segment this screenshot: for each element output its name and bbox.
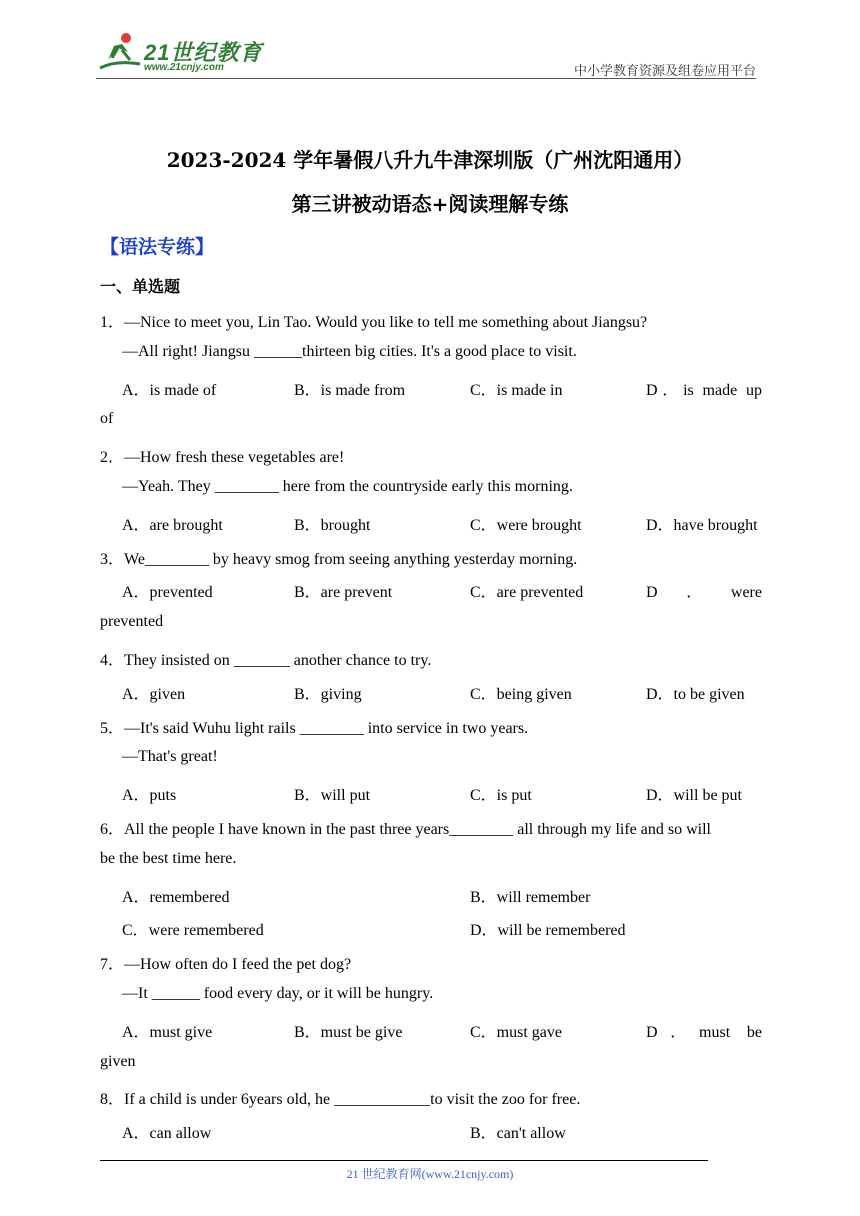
answer-option: A．puts — [122, 787, 177, 805]
answer-option: A．remembered — [122, 888, 230, 906]
answer-option: D．is made up — [646, 381, 762, 399]
subsection-heading: 一、单选题 — [100, 277, 181, 296]
answer-option: D．to be given — [646, 685, 745, 703]
question-stem: 4．They insisted on _______ another chance to try. — [100, 652, 432, 669]
section-heading: 【语法专练】 — [100, 236, 215, 258]
answer-option: D．have brought — [646, 516, 758, 534]
answer-option: C．must gave — [470, 1023, 562, 1041]
question-stem: —That's great! — [122, 748, 218, 766]
answer-option: C．being given — [470, 685, 572, 703]
answer-option: A．must give — [122, 1023, 213, 1041]
question-stem: 6．All the people I have known in the past three years________ all through my life and so will — [100, 821, 711, 838]
answer-option: B．brought — [294, 516, 371, 534]
answer-option: A．prevented — [122, 584, 213, 602]
answer-option: D．will be put — [646, 787, 742, 805]
answer-option: C．are prevented — [470, 584, 584, 602]
answer-option: B．is made from — [294, 381, 406, 399]
answer-option: C．is made in — [470, 381, 563, 399]
answer-option: A．are brought — [122, 516, 223, 534]
answer-option: B．must be give — [294, 1023, 403, 1041]
logo — [96, 30, 266, 78]
question-stem: —Yeah. They ________ here from the countryside early this morning. — [122, 478, 573, 495]
answer-option: A．is made of — [122, 381, 217, 399]
question-stem: 3．We________ by heavy smog from seeing anything yesterday morning. — [100, 550, 578, 568]
answer-option: D．must be — [646, 1023, 762, 1041]
footer-divider — [100, 1160, 708, 1161]
answer-option: D．were — [646, 584, 762, 602]
answer-option: C．were remembered — [122, 922, 264, 940]
answer-option: C．were brought — [470, 516, 582, 534]
answer-option: B．will put — [294, 787, 371, 805]
question-stem: —All right! Jiangsu ______thirteen big cities. It's a good place to visit. — [122, 342, 577, 360]
question-stem: 7．—How often do I feed the pet dog? — [100, 956, 352, 974]
question-stem: 1．—Nice to meet you, Lin Tao. Would you like to tell me something about Jiangsu? — [100, 314, 648, 331]
answer-option: B．will remember — [470, 888, 591, 906]
footer-text: 21 世纪教育网(www.21cnjy.com) — [346, 1167, 514, 1181]
answer-option: B．are prevent — [294, 584, 393, 602]
logo-text: 21世纪教育 — [144, 40, 263, 65]
logo-url: www.21cnjy.com — [144, 62, 224, 73]
document-title: 2023-2024 学年暑假八升九牛津深圳版（广州沈阳通用） — [166, 148, 694, 172]
header-divider — [96, 78, 756, 79]
answer-option: B．giving — [294, 685, 362, 703]
option-wrap-text: given — [100, 1052, 136, 1070]
question-stem: —It ______ food every day, or it will be hungry. — [122, 985, 434, 1002]
answer-option: D．will be remembered — [470, 922, 626, 940]
answer-option: A．given — [122, 685, 186, 703]
answer-option: C．is put — [470, 787, 532, 805]
option-wrap-text: prevented — [100, 613, 164, 631]
question-stem: be the best time here. — [100, 849, 237, 867]
document-subtitle: 第三讲被动语态+阅读理解专练 — [291, 192, 569, 216]
question-stem: 8．If a child is under 6years old, he ____________to visit the zoo for free. — [100, 1091, 581, 1109]
question-stem: 2．—How fresh these vegetables are! — [100, 449, 345, 467]
answer-option: A．can allow — [122, 1125, 212, 1143]
runner-logo-icon — [96, 30, 144, 74]
answer-option: B．can't allow — [470, 1125, 566, 1143]
page-header — [96, 30, 756, 80]
option-wrap-text: of — [100, 410, 114, 428]
header-platform-text: 中小学教育资源及组卷应用平台 — [573, 63, 756, 78]
question-stem: 5．—It's said Wuhu light rails ________ into service in two years. — [100, 719, 529, 737]
